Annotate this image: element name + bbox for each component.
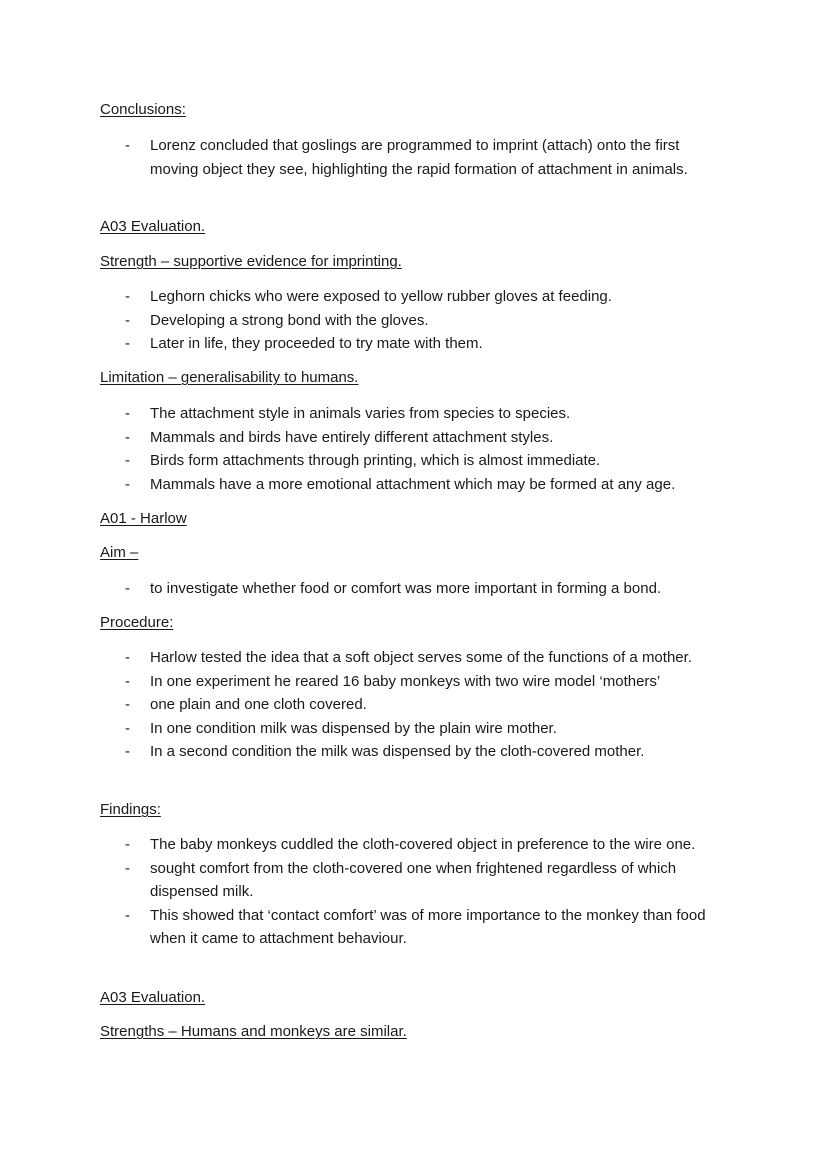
bullet-dash: - bbox=[125, 452, 130, 469]
item-text: Lorenz concluded that goslings are programmed to imprint (attach) onto the first moving object they see, highlighting the rapid formation of attachment in animals. bbox=[150, 137, 688, 178]
list-procedure bbox=[0, 646, 828, 764]
bullet-dash: - bbox=[125, 836, 130, 853]
item-text: sought comfort from the cloth-covered one when frightened regardless of which dispensed milk. bbox=[150, 859, 677, 900]
item-text: Leghorn chicks who were exposed to yellow rubber gloves at feeding. bbox=[150, 288, 612, 305]
item-text: In one experiment he reared 16 baby monkeys with two wire model ‘mothers’ bbox=[150, 672, 661, 690]
item-text: The attachment style in animals varies from species to species. bbox=[150, 405, 571, 422]
item-text: This showed that ‘contact comfort’ was of more importance to the monkey than food when it came to attachment behaviour. bbox=[150, 906, 706, 947]
heading-a03-evaluation-2: A03 Evaluation. bbox=[100, 989, 206, 1006]
bullet-dash: - bbox=[125, 906, 130, 924]
list-item bbox=[0, 670, 726, 694]
item-text: Later in life, they proceeded to try mate with them. bbox=[150, 335, 483, 352]
item-text: In a second condition the milk was dispensed by the cloth-covered mother. bbox=[150, 743, 645, 760]
list-item bbox=[0, 857, 726, 904]
list-item bbox=[0, 646, 726, 670]
list-item bbox=[0, 577, 726, 601]
list-item bbox=[0, 740, 726, 764]
heading-a03-evaluation: A03 Evaluation. bbox=[100, 218, 206, 235]
list-item bbox=[0, 332, 726, 356]
bullet-dash: - bbox=[125, 580, 130, 597]
bullet-dash: - bbox=[125, 719, 130, 737]
item-text: The baby monkeys cuddled the cloth-covered object in preference to the wire one. bbox=[150, 836, 696, 853]
bullet-dash: - bbox=[125, 475, 130, 493]
list-item bbox=[0, 402, 726, 426]
bullet-dash: - bbox=[125, 137, 130, 154]
item-text: to investigate whether food or comfort was more important in forming a bond. bbox=[150, 580, 662, 597]
list-item bbox=[0, 426, 726, 450]
heading-aim: Aim – bbox=[100, 544, 139, 561]
heading-procedure: Procedure: bbox=[100, 614, 174, 631]
bullet-dash: - bbox=[125, 649, 130, 666]
item-text: one plain and one cloth covered. bbox=[150, 696, 367, 713]
list-item bbox=[0, 309, 726, 333]
bullet-dash: - bbox=[125, 672, 130, 690]
list-strength-imprinting bbox=[0, 285, 828, 356]
item-text: In one condition milk was dispensed by the plain wire mother. bbox=[150, 719, 557, 737]
list-limitation-generalisability bbox=[0, 402, 828, 496]
heading-strengths-humans-monkeys: Strengths – Humans and monkeys are similar. bbox=[100, 1023, 407, 1040]
item-text: Harlow tested the idea that a soft object serves some of the functions of a mother. bbox=[150, 649, 692, 666]
list-item bbox=[0, 134, 726, 181]
bullet-dash: - bbox=[125, 428, 130, 446]
bullet-dash: - bbox=[125, 859, 130, 877]
list-item bbox=[0, 285, 726, 309]
item-text: Birds form attachments through printing, which is almost immediate. bbox=[150, 452, 601, 469]
bullet-dash: - bbox=[125, 405, 130, 422]
list-item bbox=[0, 693, 726, 717]
heading-a01-harlow: A01 - Harlow bbox=[100, 510, 187, 527]
list-item bbox=[0, 833, 726, 857]
list-findings bbox=[0, 833, 828, 951]
bullet-dash: - bbox=[125, 335, 130, 352]
item-text: Mammals and birds have entirely different attachment styles. bbox=[150, 428, 554, 446]
list-item bbox=[0, 449, 726, 473]
list-aim bbox=[0, 577, 828, 601]
bullet-dash: - bbox=[125, 696, 130, 713]
heading-strength-imprinting: Strength – supportive evidence for imprinting. bbox=[100, 253, 402, 270]
list-item bbox=[0, 473, 726, 497]
bullet-dash: - bbox=[125, 311, 130, 329]
list-conclusions bbox=[0, 134, 828, 181]
bullet-dash: - bbox=[125, 288, 130, 305]
list-item bbox=[0, 904, 726, 951]
heading-limitation-generalisability: Limitation – generalisability to humans. bbox=[100, 369, 359, 386]
bullet-dash: - bbox=[125, 743, 130, 760]
item-text: Mammals have a more emotional attachment which may be formed at any age. bbox=[150, 475, 676, 493]
item-text: Developing a strong bond with the gloves. bbox=[150, 311, 429, 329]
heading-conclusions: Conclusions: bbox=[100, 101, 186, 118]
heading-findings: Findings: bbox=[100, 801, 161, 818]
list-item bbox=[0, 717, 726, 741]
